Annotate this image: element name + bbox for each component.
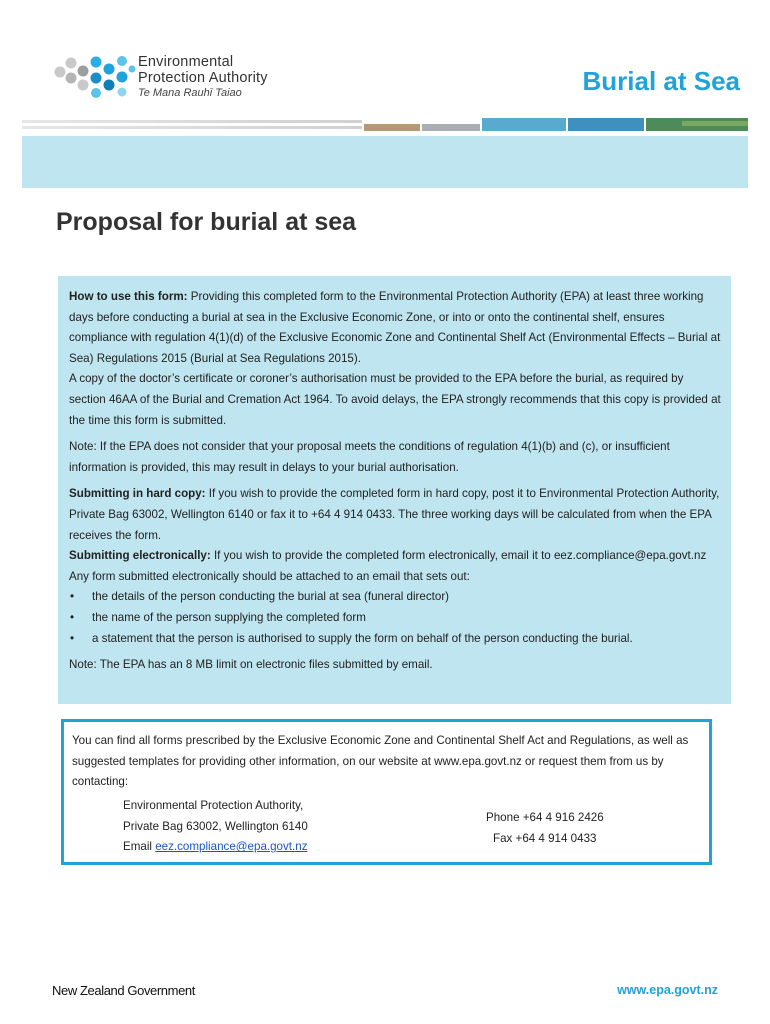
address-line-2: Private Bag 63002, Wellington 6140 bbox=[123, 819, 308, 833]
list-item: • the name of the person supplying the completed form bbox=[69, 608, 721, 629]
header-panel bbox=[22, 136, 748, 188]
header-title: Burial at Sea bbox=[582, 66, 740, 96]
email-label: Email bbox=[123, 840, 156, 854]
how-to-use-label: How to use this form: bbox=[69, 290, 188, 303]
note-file-limit: Note: The EPA has an 8 MB limit on electronic files submitted by email. bbox=[69, 658, 433, 672]
electronic-label: Submitting electronically: bbox=[69, 549, 211, 563]
email-link[interactable]: eez.compliance@epa.govt.nz bbox=[155, 840, 308, 854]
electronic-text: If you wish to provide the completed form electronically, email it to eez.compliance@epa.govt.nz bbox=[210, 549, 707, 563]
fax-number: Fax +64 4 914 0433 bbox=[493, 832, 597, 845]
hard-copy-text: If you wish to provide the completed form in hard copy, post it to Environmental Protection Authority, Private Bag 63002, Wellington 6140 or fax it to +64 4 914 0433. The three working days will be calculated from when the EPA receives the form. bbox=[69, 487, 720, 542]
nz-government-logo: New Zealand Government bbox=[52, 983, 195, 998]
bullet-icon: • bbox=[70, 631, 75, 645]
org-name-line1: Environmental bbox=[138, 54, 234, 70]
instructions-box bbox=[58, 276, 731, 704]
note-conditions: Note: If the EPA does not consider that your proposal meets the conditions of regulation 4(1)(b) and (c), or insufficient information is provided, this may result in delays to your burial authorisation. bbox=[69, 440, 670, 474]
bullet-icon: • bbox=[70, 610, 75, 624]
footer-website-link[interactable]: www.epa.govt.nz bbox=[617, 983, 718, 997]
contact-address bbox=[123, 796, 308, 858]
epa-logo-icon bbox=[52, 52, 136, 102]
how-to-use-paragraph bbox=[69, 287, 721, 369]
how-to-use-text: Providing this completed form to the Environmental Protection Authority (EPA) at least three working days before conducting a burial at sea in the Exclusive Economic Zone, or into or onto the continental shelf, ensures compliance with regulation 4(1)(d) of the Exclusive Economic Zone and Continental Shelf Act (Environmental Effects – Burial at Sea) Regulations 2015 (Burial at Sea Regulations 2015). bbox=[69, 290, 721, 365]
email-line bbox=[123, 837, 308, 858]
email-contents-list bbox=[69, 587, 721, 649]
phone-number: Phone +64 4 916 2426 bbox=[486, 811, 604, 824]
org-name-maori: Te Mana Rauhī Taiao bbox=[138, 87, 242, 99]
contact-intro: You can find all forms prescribed by the Exclusive Economic Zone and Continental Shelf Act and Regulations, as well as suggested templates for providing other information, on our website at www.epa.govt.nz or request them from us by contacting: bbox=[72, 734, 689, 789]
contact-box bbox=[61, 719, 712, 865]
header-banner-strip bbox=[22, 118, 748, 132]
bullet-icon: • bbox=[70, 590, 75, 604]
electronic-paragraph bbox=[69, 546, 721, 567]
address-line-1: Environmental Protection Authority, bbox=[123, 799, 304, 812]
copy-requirement-paragraph: A copy of the doctor’s certificate or coroner’s authorisation must be provided to the EPA before the burial, as required by section 46AA of the Burial and Cremation Act 1964. To avoid delays, the EPA strongly recommends that this copy is provided at the time this form is submitted. bbox=[69, 372, 721, 427]
org-name-line2: Protection Authority bbox=[138, 70, 268, 86]
list-item: • a statement that the person is authorised to supply the form on behalf of the person conducting the burial. bbox=[69, 629, 721, 650]
hard-copy-label: Submitting in hard copy: bbox=[69, 487, 206, 501]
page-title: Proposal for burial at sea bbox=[56, 208, 357, 236]
list-item: • the details of the person conducting the burial at sea (funeral director) bbox=[69, 587, 721, 608]
contact-phones bbox=[486, 807, 604, 849]
hard-copy-paragraph bbox=[69, 484, 721, 546]
attach-paragraph: Any form submitted electronically should be attached to an email that sets out: bbox=[69, 569, 470, 583]
